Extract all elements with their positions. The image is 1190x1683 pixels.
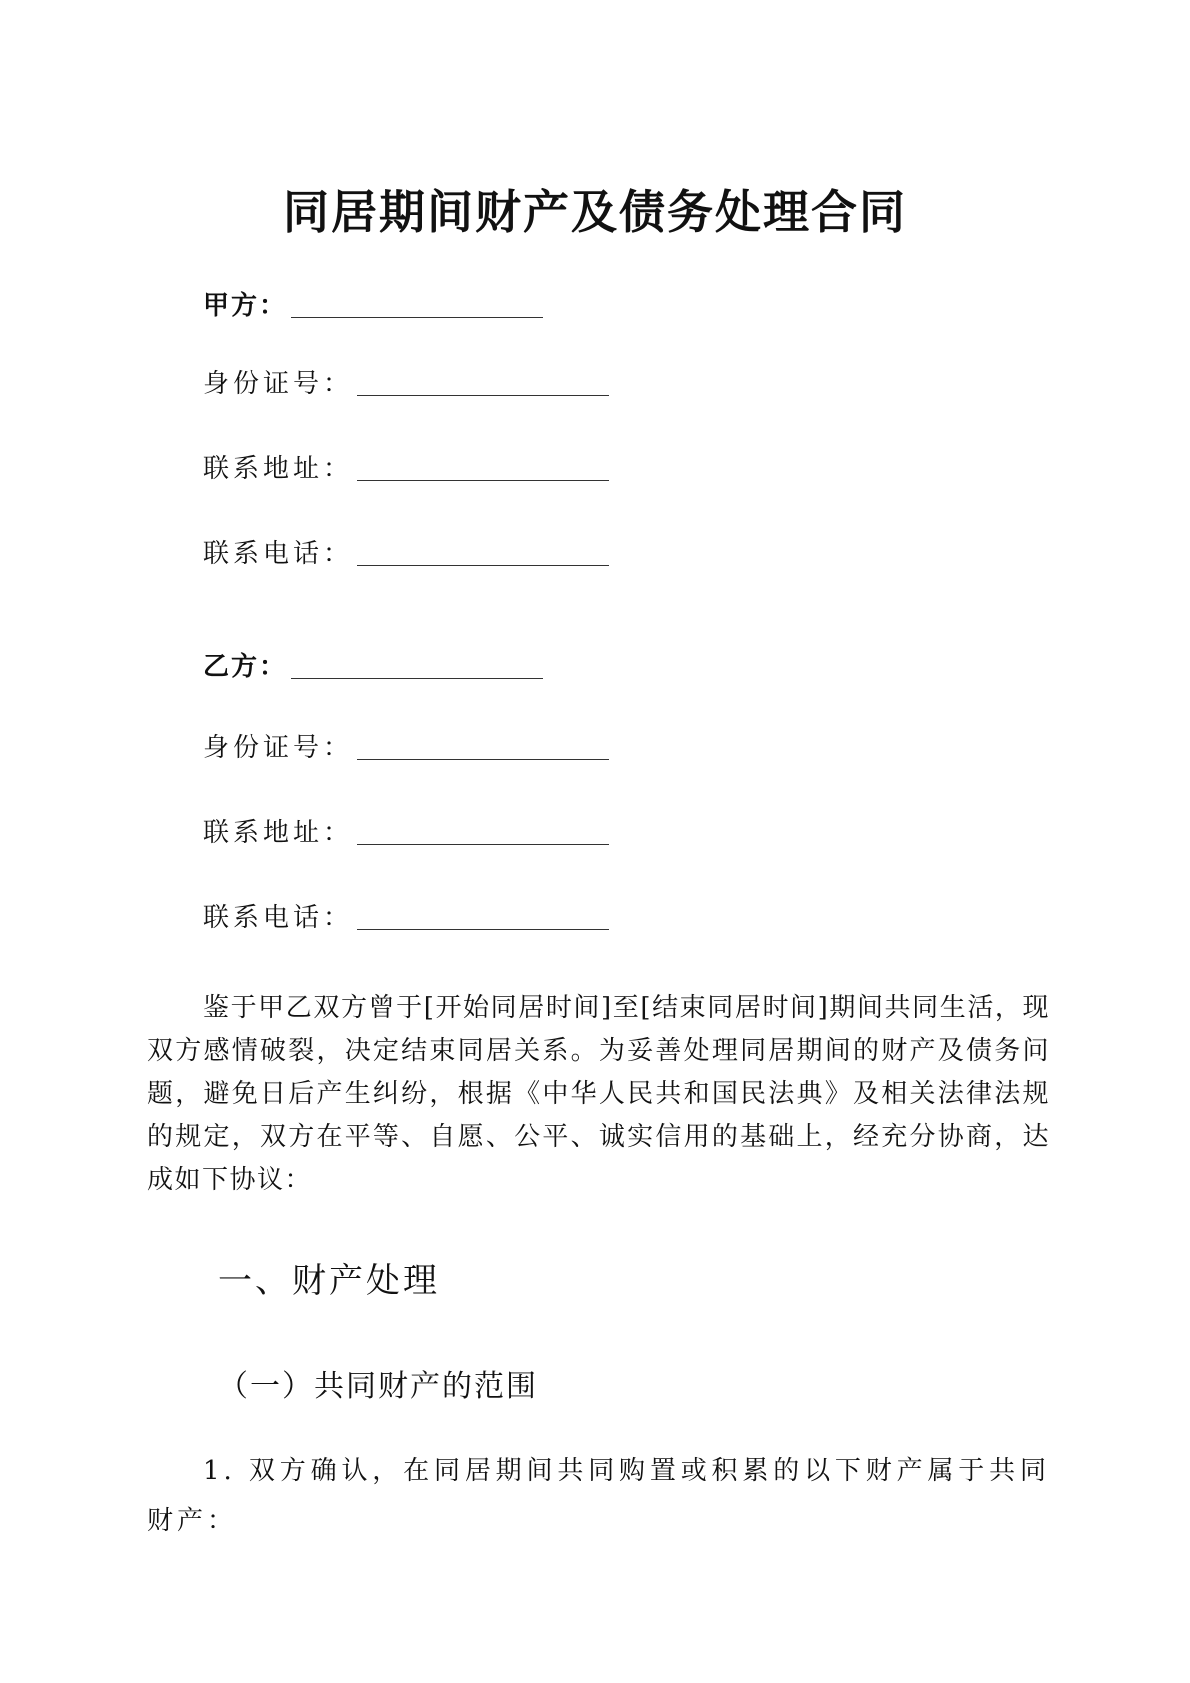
party-b-label: 乙方： — [203, 652, 288, 682]
party-b-address-blank[interactable] — [357, 814, 609, 845]
party-a-field — [203, 284, 543, 324]
preamble-paragraph: 鉴于甲乙双方曾于[开始同居时间]至[结束同居时间]期间共同生活，现双方感情破裂，决定结束同居关系。为妥善处理同居期间的财产及债务问题，避免日后产生纠纷，根据《中华人民共和国民法典》及相关法律法规的规定，双方在平等、自愿、公平、诚实信用的基础上，经充分协商，达成如下协议： — [147, 993, 1050, 1195]
party-a-name-blank[interactable] — [291, 287, 543, 318]
party-b-name-blank[interactable] — [291, 648, 543, 679]
party-a-label: 甲方： — [203, 291, 288, 321]
party-a-id-blank[interactable] — [357, 365, 609, 396]
section-heading-property: 一、财产处理 — [218, 1261, 440, 1301]
party-b-phone-label: 联系电话： — [203, 903, 354, 933]
party-a-phone-blank[interactable] — [357, 535, 609, 566]
subsection-heading-joint-property: （一）共同财产的范围 — [218, 1369, 538, 1404]
party-a-phone-label: 联系电话： — [203, 539, 354, 569]
party-b-field — [203, 645, 543, 685]
party-b-phone-field — [203, 896, 609, 936]
party-b-id-field — [203, 726, 609, 766]
party-a-id-field — [203, 362, 609, 402]
party-a-address-blank[interactable] — [357, 450, 609, 481]
party-b-address-label: 联系地址： — [203, 818, 354, 848]
party-a-id-label: 身份证号： — [203, 369, 354, 399]
party-a-address-field — [203, 447, 609, 487]
party-b-id-blank[interactable] — [357, 729, 609, 760]
party-a-phone-field — [203, 532, 609, 572]
party-b-phone-blank[interactable] — [357, 899, 609, 930]
party-b-id-label: 身份证号： — [203, 733, 354, 763]
clause-1: 1. 双方确认，在同居期间共同购置或积累的以下财产属于共同财产： — [147, 1456, 1050, 1536]
party-b-address-field — [203, 811, 609, 851]
document-title: 同居期间财产及债务处理合同 — [283, 185, 907, 239]
party-a-address-label: 联系地址： — [203, 454, 354, 484]
